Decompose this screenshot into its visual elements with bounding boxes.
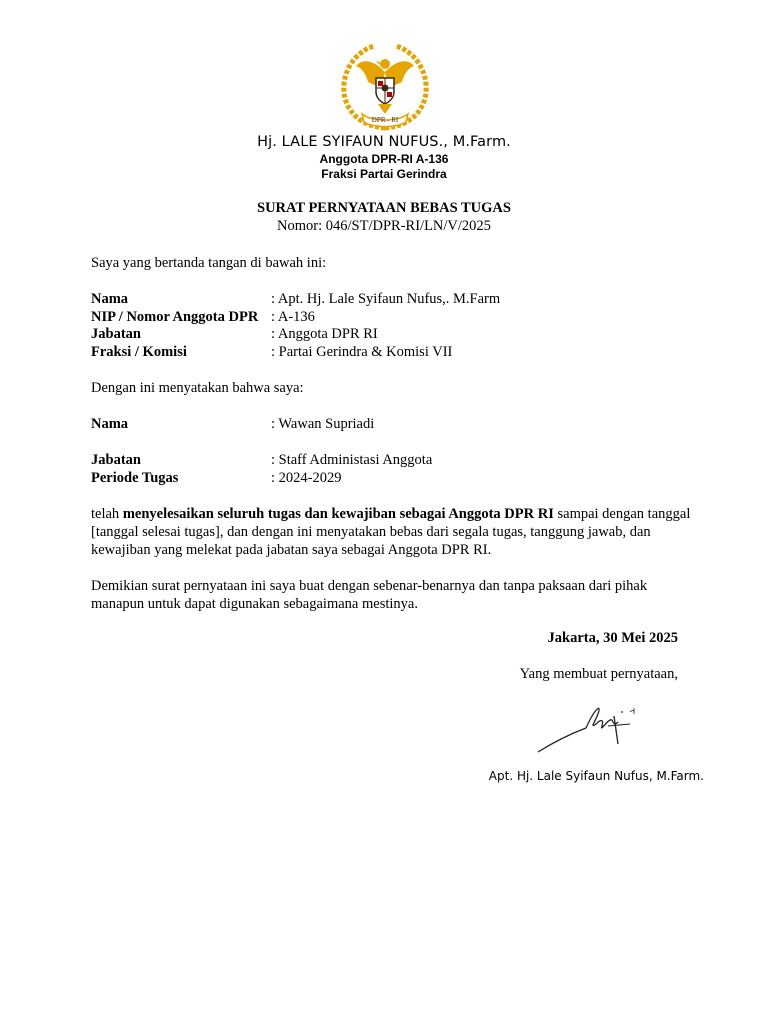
field-label: Jabatan bbox=[91, 326, 141, 342]
member-name-header: Hj. LALE SYIFAUN NUFUS., M.Farm. bbox=[257, 134, 511, 150]
declarant-row bbox=[91, 290, 500, 308]
field-value: : 2024-2029 bbox=[271, 470, 342, 486]
signer-name: Apt. Hj. Lale Syifaun Nufus, M.Farm. bbox=[488, 769, 704, 783]
faction-line: Fraksi Partai Gerindra bbox=[321, 167, 447, 181]
declarant-row bbox=[91, 343, 452, 361]
field-value: : A-136 bbox=[271, 309, 315, 325]
subject-row bbox=[91, 415, 374, 433]
intro-text: Saya yang bertanda tangan di bawah ini: bbox=[91, 255, 327, 271]
field-value: : Partai Gerindra & Komisi VII bbox=[271, 344, 453, 360]
field-value: : Apt. Hj. Lale Syifaun Nufus,. M.Farm bbox=[271, 291, 501, 307]
body-emphasis: menyelesaikan seluruh tugas dan kewajiban sebagai Anggota DPR RI bbox=[122, 506, 554, 522]
statement-intro: Dengan ini menyatakan bahwa saya: bbox=[91, 380, 304, 396]
handwritten-signature bbox=[534, 698, 642, 756]
field-value: : Anggota DPR RI bbox=[271, 326, 378, 342]
body-paragraph bbox=[91, 505, 691, 559]
subject-row bbox=[91, 451, 432, 469]
member-number-line: Anggota DPR-RI A-136 bbox=[319, 152, 449, 166]
dpr-ri-emblem-logo bbox=[338, 42, 432, 132]
emblem-ribbon-text: DPR - RI bbox=[371, 116, 399, 124]
field-value: : Wawan Supriadi bbox=[271, 416, 375, 432]
maker-label: Yang membuat pernyataan, bbox=[519, 666, 678, 682]
field-label: Fraksi / Komisi bbox=[91, 344, 187, 360]
body-suffix: sampai dengan tanggal [tanggal selesai tugas], dan dengan ini menyatakan bebas dari segala tugas, tanggung jawab, dan kewajiban yang melekat pada jabatan saya sebagai Anggota DPR RI. bbox=[91, 506, 691, 558]
field-label: Nama bbox=[91, 416, 129, 432]
field-label: Nama bbox=[91, 291, 129, 307]
declarant-row bbox=[91, 325, 378, 343]
field-label: NIP / Nomor Anggota DPR bbox=[91, 309, 259, 325]
letter-title: SURAT PERNYATAAN BEBAS TUGAS bbox=[257, 200, 511, 216]
field-value: : Staff Administasi Anggota bbox=[271, 452, 433, 468]
place-date: Jakarta, 30 Mei 2025 bbox=[547, 630, 678, 646]
closing-paragraph: Demikian surat pernyataan ini saya buat dengan sebenar-benarnya dan tanpa paksaan dari pihak manapun untuk dapat digunakan sebagaimana mestinya. bbox=[91, 578, 648, 612]
field-label: Jabatan bbox=[91, 452, 141, 468]
subject-row bbox=[91, 469, 341, 487]
body-prefix: telah bbox=[91, 506, 123, 522]
field-label: Periode Tugas bbox=[91, 470, 179, 486]
declarant-row bbox=[91, 308, 315, 326]
letter-number: Nomor: 046/ST/DPR-RI/LN/V/2025 bbox=[277, 218, 491, 234]
